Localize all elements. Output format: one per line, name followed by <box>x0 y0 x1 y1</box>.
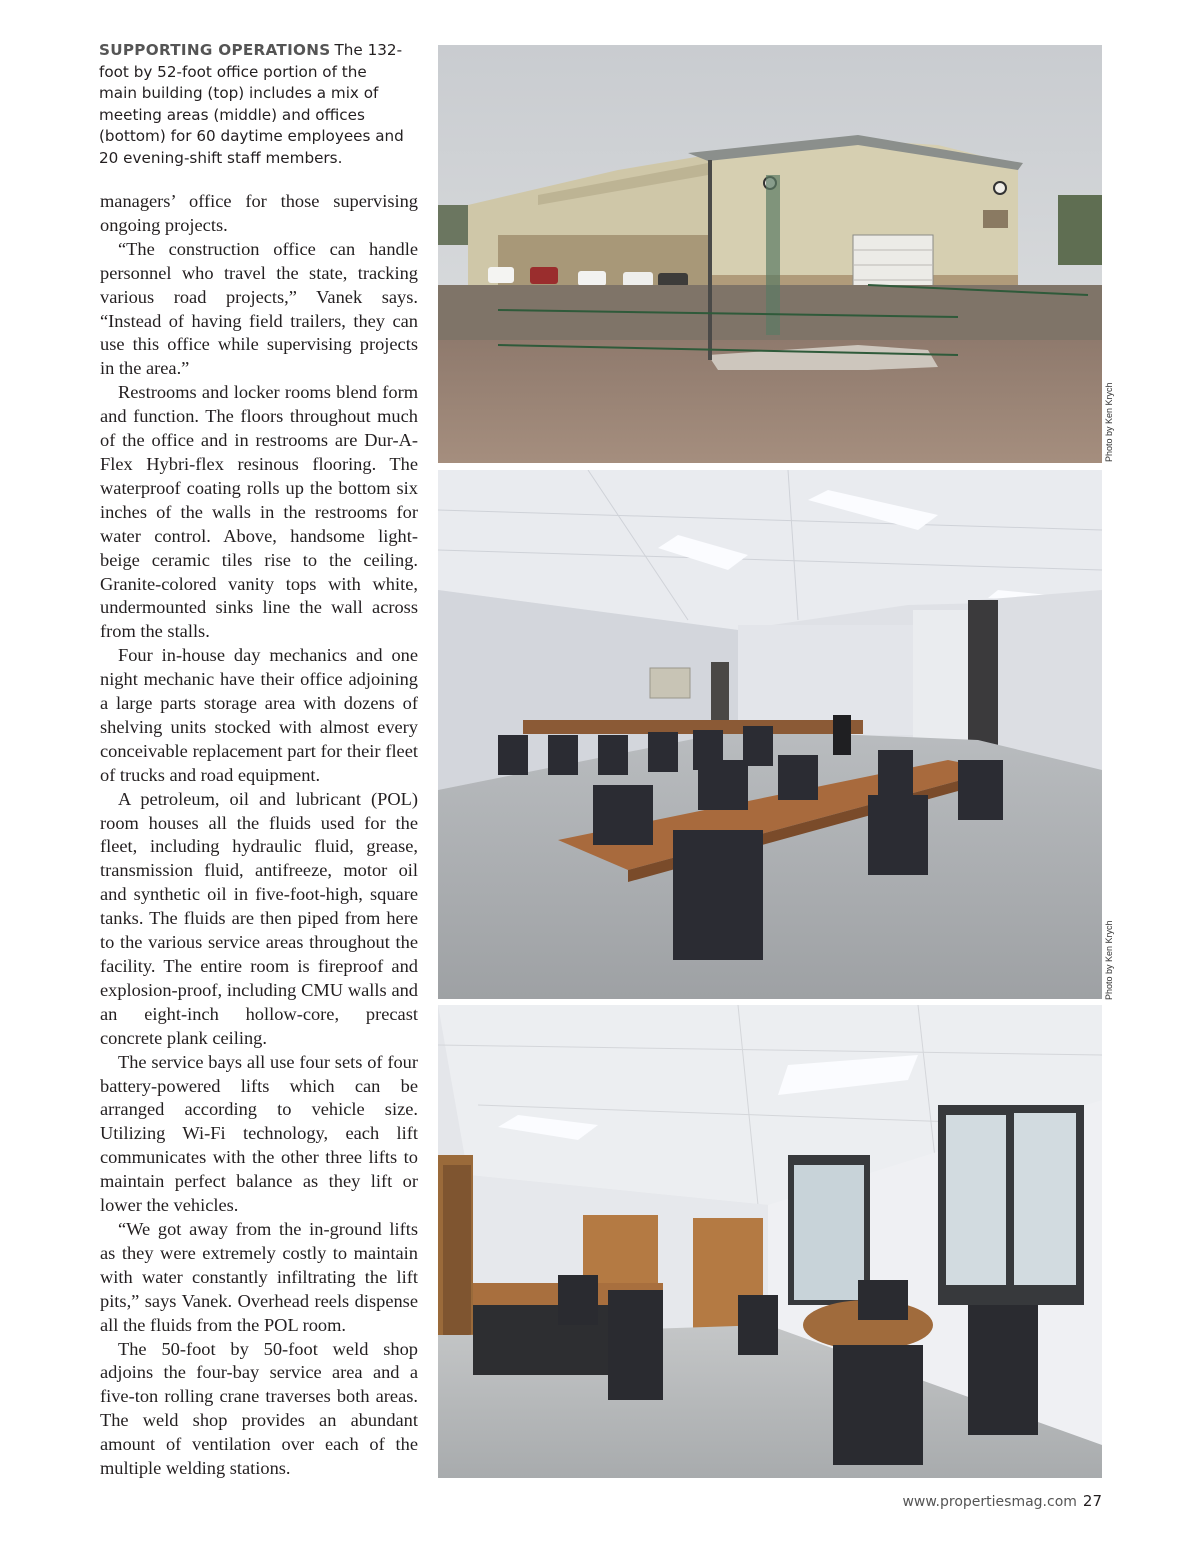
meeting-room-photo <box>438 470 1102 999</box>
page-number: 27 <box>1082 1492 1102 1510</box>
paragraph: The 50-foot by 50-foot weld shop adjoins the four-bay service area and a five-ton rolling crane traverses both areas. The weld shop provides an abundant amount of ventilation over each of the multiple welding stations. <box>100 1338 418 1479</box>
paragraph: managers’ office for those supervising ongoing projects. <box>100 191 418 235</box>
paragraph: “We got away from the in-ground lifts as they were extremely costly to maintain with water constantly infiltrating the lift pits,” says Vanek. Overhead reels dispense all the fluids from the POL room. <box>100 1218 418 1335</box>
building-exterior-photo <box>438 45 1102 463</box>
footer-url: www.propertiesmag.com <box>902 1494 1077 1510</box>
caption-text: The 132-foot by 52-foot office portion of the main building (top) includes a mix of meeting areas (middle) and offices (bottom) for 60 daytime employees and 20 evening-shift staff members. <box>99 41 404 167</box>
photo-credit: Photo by Ken Krych <box>1104 382 1114 462</box>
photo-credit: Photo by Ken Krych <box>1104 920 1114 1000</box>
office-photo <box>438 1005 1102 1478</box>
paragraph: A petroleum, oil and lubricant (POL) room houses all the fluids used for the fleet, including hydraulic fluid, grease, transmission fluid, antifreeze, motor oil and synthetic oil in five-foot-high, square tanks. The fluids are then piped from here to the various service areas throughout the facility. The entire room is fireproof and explosion-proof, including CMU walls and an eight-inch hollow-core, precast concrete plank ceiling. <box>100 788 418 1048</box>
article-body <box>100 190 418 1481</box>
caption-heading: SUPPORTING OPERATIONS <box>99 41 331 59</box>
photo-caption <box>99 40 407 170</box>
paragraph: Four in-house day mechanics and one night mechanic have their office adjoining a large parts storage area with dozens of shelving units stocked with almost every conceivable replacement part for their fleet of trucks and road equipment. <box>100 645 418 785</box>
paragraph: Restrooms and locker rooms blend form and function. The floors throughout much of the office and in restrooms are Dur-A-Flex Hybri-flex resinous flooring. The waterproof coating rolls up the bottom six inches of the walls in the restrooms for water control. Above, handsome light-beige ceramic tiles rise to the ceiling. Granite-colored vanity tops with white, undermounted sinks line the wall across from the stalls. <box>100 382 418 642</box>
paragraph: “The construction office can handle personnel who travel the state, tracking various road projects,” Vanek says. “Instead of having field trailers, they can use this office while supervising projects in the area.” <box>100 238 418 379</box>
page-footer <box>902 1492 1102 1510</box>
paragraph: The service bays all use four sets of four battery-powered lifts which can be arranged according to vehicle size. Utilizing Wi-Fi technology, each lift communicates with the other three lifts to maintain perfect balance as they lift or lower the vehicles. <box>100 1051 418 1216</box>
